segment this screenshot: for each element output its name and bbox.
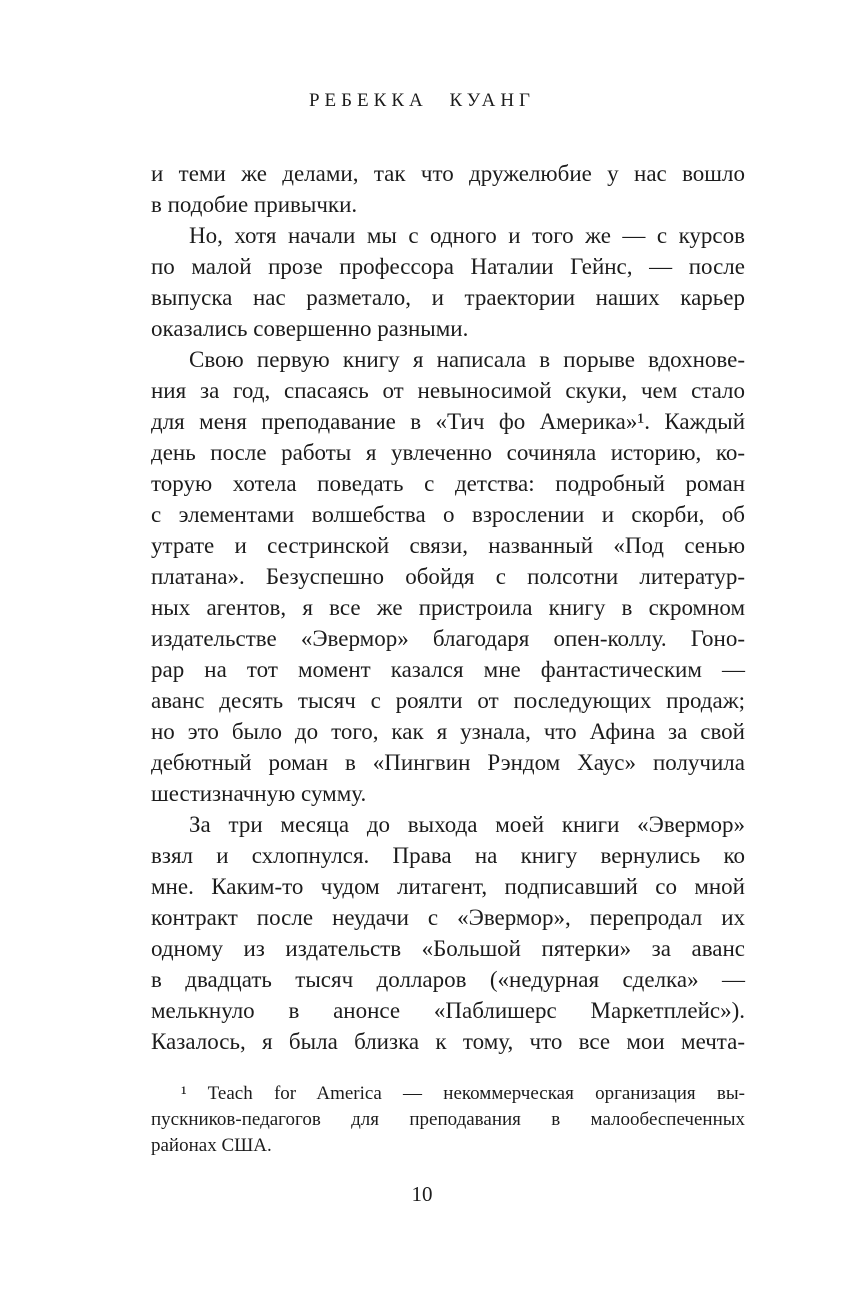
text-line: и теми же делами, так что дружелюбие у нас вошло: [151, 161, 745, 186]
text-line: но это было до того, как я узнала, что Афина за свой: [151, 719, 745, 744]
text-line: платана». Безуспешно обойдя с полсотни литератур-: [151, 564, 745, 589]
text-line: дебютный роман в «Пингвин Рэндом Хаус» получила: [151, 750, 745, 775]
text-line: выпуска нас разметало, и траектории наших карьер: [151, 285, 745, 310]
text-line: одному из издательств «Большой пятерки» за аванс: [151, 936, 745, 961]
page-number: 10: [411, 1182, 433, 1206]
text-line: аванс десять тысяч с роялти от последующих продаж;: [151, 688, 745, 713]
footnote-line: пускников-педагогов для преподавания в малообеспеченных: [151, 1109, 745, 1130]
text-line: Свою первую книгу я написала в порыве вдохнове-: [189, 347, 745, 372]
text-line: рар на тот момент казался мне фантастическим —: [151, 657, 745, 682]
text-line: оказались совершенно разными.: [151, 316, 469, 341]
text-line: взял и схлопнулся. Права на книгу вернулись ко: [151, 843, 745, 868]
text-line: издательстве «Эвермор» благодаря опен-коллу. Гоно-: [151, 626, 745, 651]
footnote-line: районах США.: [151, 1135, 272, 1156]
text-line: ных агентов, я все же пристроила книгу в скромном: [151, 595, 745, 620]
text-line: по малой прозе профессора Наталии Гейнс, — после: [151, 254, 745, 279]
text-line: в двадцать тысяч долларов («недурная сделка» —: [151, 967, 745, 992]
running-header: РЕБЕККА КУАНГ: [308, 90, 536, 111]
text-line: утрате и сестринской связи, названный «Под сенью: [151, 533, 745, 558]
footnote: [151, 1081, 745, 1159]
text-line: мне. Каким-то чудом литагент, подписавший со мной: [151, 874, 745, 899]
text-line: Но, хотя начали мы с одного и того же — с курсов: [189, 223, 745, 248]
text-line: Казалось, я была близка к тому, что все мои мечта-: [151, 1029, 745, 1054]
text-line: с элементами волшебства о взрослении и скорби, об: [151, 502, 745, 527]
body-text: [151, 158, 745, 1057]
text-line: день после работы я увлеченно сочиняла историю, ко-: [151, 440, 745, 465]
text-line: За три месяца до выхода моей книги «Эвермор»: [189, 812, 745, 837]
text-line: контракт после неудачи с «Эвермор», перепродал их: [151, 905, 745, 930]
text-line: шестизначную сумму.: [151, 781, 367, 806]
text-line: ния за год, спасаясь от невыносимой скуки, чем стало: [151, 378, 745, 403]
text-line: торую хотела поведать с детства: подробный роман: [151, 471, 745, 496]
text-line: мелькнуло в анонсе «Паблишерс Маркетплейс»).: [151, 998, 745, 1023]
text-line: в подобие привычки.: [151, 192, 358, 217]
text-line: для меня преподавание в «Тич фо Америка»¹. Каждый: [151, 409, 745, 434]
footnote-line: ¹ Teach for America — некоммерческая организация вы-: [181, 1083, 745, 1104]
text-column: [151, 158, 745, 1159]
